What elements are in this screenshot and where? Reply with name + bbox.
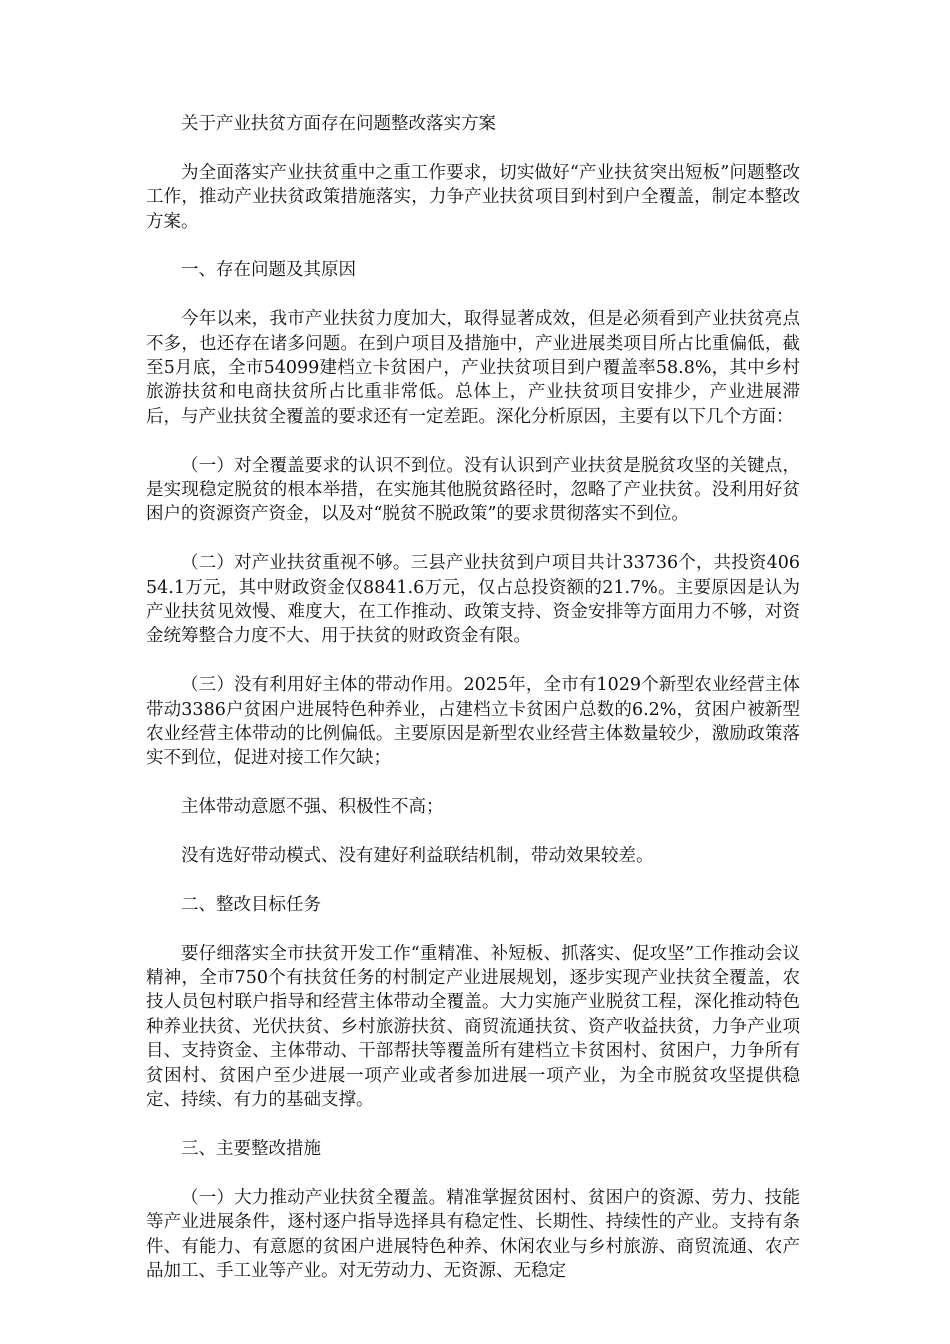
paragraph-problems-overview: 今年以来，我市产业扶贫力度加大，取得显著成效，但是必须看到产业扶贫亮点不多，也还存在诸多问题。在到户项目及措施中，产业进展类项目所占比重偏低，截至5月底，全市54099建档立卡贫困户，产业扶贫项目到户覆盖率58.8%，其中乡村旅游扶贫和电商扶贫所占比重非常低。总体上，产业扶贫项目安排少，产业进展滞后，与产业扶贫全覆盖的要求还有一定差距。深化分析原因，主要有以下几个方面：	[146, 309, 800, 427]
section-heading-measures: 三、主要整改措施	[181, 1138, 321, 1159]
paragraph-cause-3-point-a: 主体带动意愿不强、积极性不高；	[181, 797, 444, 818]
section-heading-targets: 二、整改目标任务	[181, 894, 321, 915]
paragraph-cause-2: （二）对产业扶贫重视不够。三县产业扶贫到户项目共计33736个，共投资40654.1万元，其中财政资金仅8841.6万元，仅占总投资额的21.7%。主要原因是认为产业扶贫见效慢、难度大，在工作推动、政策支持、资金安排等方面用力不够，对资金统筹整合力度不大、用于扶贫的财政资金有限。	[146, 553, 800, 647]
intro-paragraph: 为全面落实产业扶贫重中之重工作要求，切实做好“产业扶贫突出短板”问题整改工作，推动产业扶贫政策措施落实，力争产业扶贫项目到村到户全覆盖，制定本整改方案。	[146, 162, 800, 232]
paragraph-cause-3-point-b: 没有选好带动模式、没有建好利益联结机制，带动效果较差。	[181, 846, 654, 867]
paragraph-cause-3: （三）没有利用好主体的带动作用。2025年，全市有1029个新型农业经营主体带动3386户贫困户进展特色种养业，占建档立卡贫困户总数的6.2%，贫困户被新型农业经营主体带动的比例偏低。主要原因是新型农业经营主体数量较少，激励政策落实不到位，促进对接工作欠缺；	[146, 675, 800, 769]
section-heading-problems: 一、存在问题及其原因	[181, 260, 356, 281]
paragraph-targets: 要仔细落实全市扶贫开发工作“重精准、补短板、抓落实、促攻坚”工作推动会议精神，全市750个有扶贫任务的村制定产业进展规划，逐步实现产业扶贫全覆盖，农技人员包村联户指导和经营主体带动全覆盖。大力实施产业脱贫工程，深化推动特色种养业扶贫、光伏扶贫、乡村旅游扶贫、商贸流通扶贫、资产收益扶贫，力争产业项目、支持资金、主体带动、干部帮扶等覆盖所有建档立卡贫困村、贫困户，力争所有贫困村、贫困户至少进展一项产业或者参加进展一项产业，为全市脱贫攻坚提供稳定、持续、有力的基础支撑。	[146, 943, 800, 1111]
paragraph-measure-1: （一）大力推动产业扶贫全覆盖。精准掌握贫困村、贫困户的资源、劳力、技能等产业进展条件，逐村逐户指导选择具有稳定性、长期性、持续性的产业。支持有条件、有能力、有意愿的贫困户进展特色种养、休闲农业与乡村旅游、商贸流通、农产品加工、手工业等产业。对无劳动力、无资源、无稳定	[146, 1187, 800, 1281]
document-title: 关于产业扶贫方面存在问题整改落实方案	[181, 114, 496, 134]
document-body	[146, 112, 800, 1283]
paragraph-cause-1: （一）对全覆盖要求的认识不到位。没有认识到产业扶贫是脱贫攻坚的关键点，是实现稳定脱贫的根本举措，在实施其他脱贫路径时，忽略了产业扶贫。没利用好贫困户的资源资产资金，以及对“脱贫不脱政策”的要求贯彻落实不到位。	[146, 455, 800, 525]
